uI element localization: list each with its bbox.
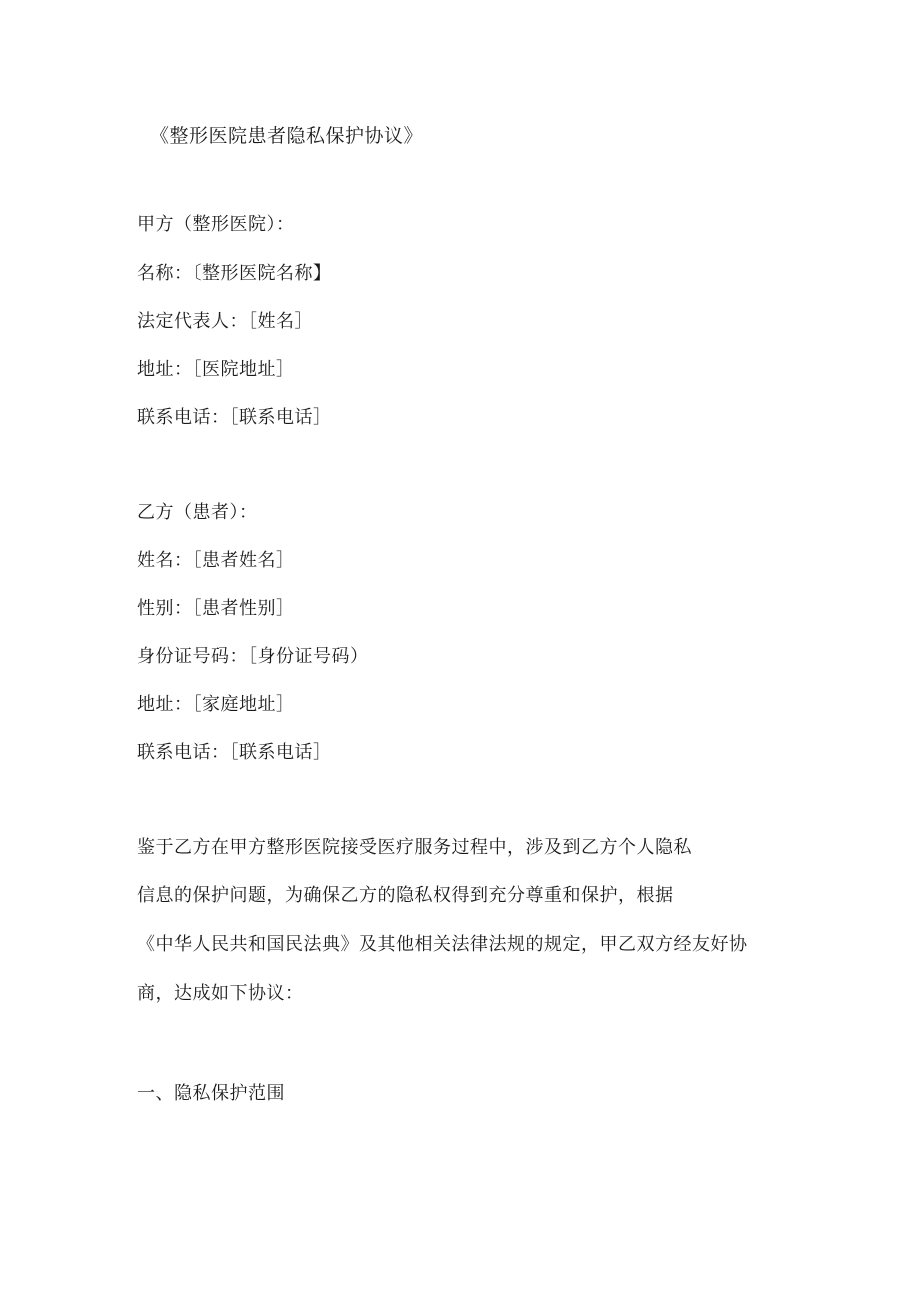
preamble-line: 商，达成如下协议： (137, 983, 304, 1004)
party-b-heading: 乙方（患者）： (137, 502, 258, 523)
party-a-address: 地址：［医院地址］ (137, 359, 295, 380)
section-1-heading: 一、隐私保护范围 (137, 1083, 285, 1104)
party-a-name: 名称：〔整形医院名称】 (137, 263, 332, 284)
party-a-legal-rep: 法定代表人：［姓名］ (137, 311, 313, 332)
document-title: 《整形医院患者隐私保护协议》 (150, 125, 424, 147)
party-b-phone: 联系电话：［联系电话］ (137, 742, 332, 763)
party-b-name: 姓名：［患者姓名］ (137, 550, 295, 571)
preamble-line: 鉴于乙方在甲方整形医院接受医疗服务过程中，涉及到乙方个人隐私 (137, 837, 692, 858)
party-a-phone: 联系电话：［联系电话］ (137, 407, 332, 428)
party-b-address: 地址：［家庭地址］ (137, 694, 295, 715)
preamble-line: 《中华人民共和国民法典》及其他相关法律法规的规定，甲乙双方经友好协 (137, 934, 748, 955)
party-b-gender: 性别：［患者性别］ (137, 598, 295, 619)
preamble-line: 信息的保护问题，为确保乙方的隐私权得到充分尊重和保护，根据 (137, 885, 674, 906)
party-a-heading: 甲方（整形医院）： (137, 214, 295, 235)
party-b-id-number: 身份证号码：［身份证号码） (137, 646, 369, 667)
